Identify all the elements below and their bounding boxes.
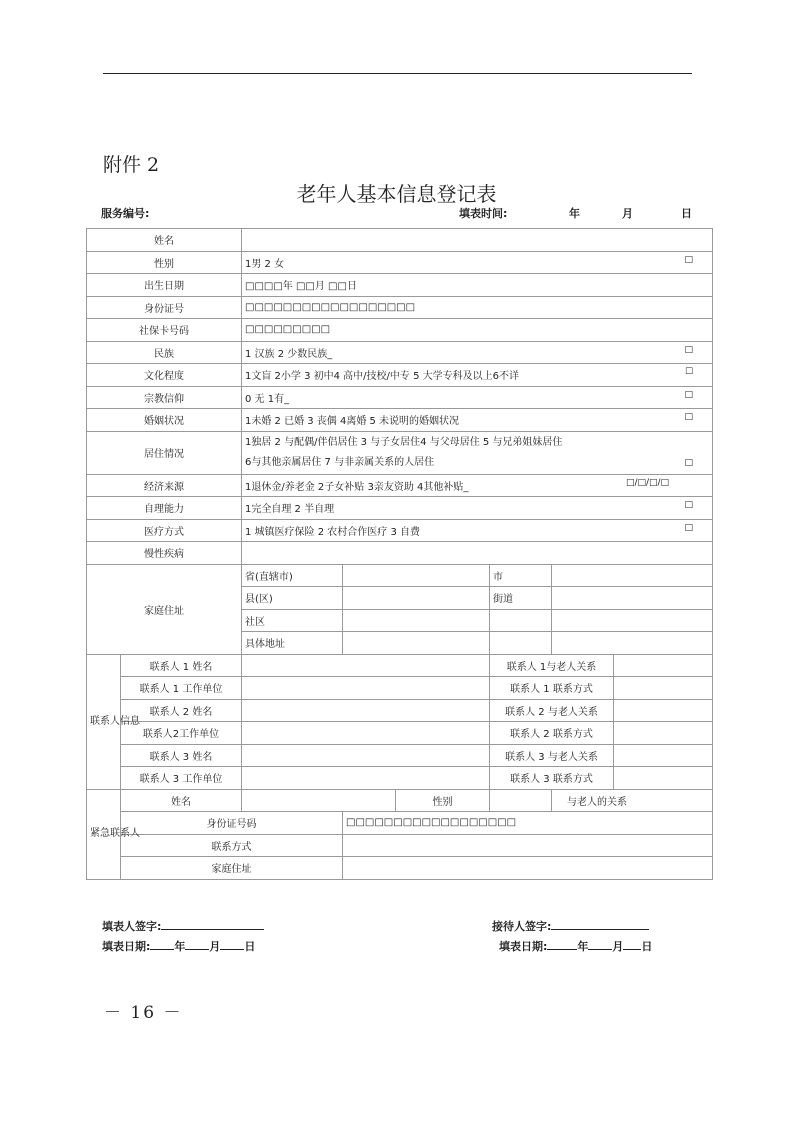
fill-date-right-month-line[interactable] (588, 938, 612, 950)
selfcare-options: 1完全自理 2 半自理 (245, 504, 335, 516)
contact-left-field[interactable] (242, 722, 490, 745)
street-field[interactable] (552, 587, 713, 610)
contact-right-field[interactable] (614, 767, 713, 790)
filler-signature-label: 填表人签字: (102, 920, 162, 933)
idcard-label: 身份证号 (87, 296, 242, 319)
row-education (87, 364, 713, 387)
emergency-name-field[interactable] (242, 789, 396, 812)
emergency-row-1 (87, 789, 713, 812)
address-label: 家庭住址 (87, 564, 242, 654)
education-options: 1文盲 2小学 3 初中4 高中/技校/中专 5 大学专科及以上6不详 (245, 371, 519, 383)
income-checkboxes[interactable]: □/□/□/□ (625, 477, 670, 488)
fill-date-left-day: 日 (244, 940, 256, 953)
fill-date-left (102, 938, 255, 954)
ethnic-field[interactable] (242, 341, 713, 364)
living-options-line1: 1独居 2 与配偶/伴侣居住 3 与子女居住4 与父母居住 5 与兄弟姐妹居住 (245, 436, 563, 448)
contact-right-label: 联系人 1与老人关系 (490, 654, 614, 677)
row-medical (87, 519, 713, 542)
fill-date-right-day: 日 (641, 940, 653, 953)
emergency-gender-label: 性别 (396, 789, 490, 812)
contact-row (87, 722, 713, 745)
emergency-side-label: 紧急联系人 (87, 789, 121, 879)
detail-address-label: 具体地址 (242, 632, 343, 655)
gender-field[interactable] (242, 251, 713, 274)
selfcare-field[interactable] (242, 497, 713, 520)
filler-signature-line[interactable] (161, 918, 264, 930)
birth-label: 出生日期 (87, 274, 242, 297)
contact-left-label: 联系人 1 工作单位 (121, 677, 242, 700)
street-label: 街道 (490, 587, 552, 610)
medical-options: 1 城镇医疗保险 2 农村合作医疗 3 自费 (245, 526, 420, 538)
fill-date-left-day-line[interactable] (220, 938, 244, 950)
education-checkbox[interactable]: ☐ (684, 367, 694, 378)
fill-date-left-month-line[interactable] (185, 938, 209, 950)
contacts-side-label: 联系人信息 (87, 654, 121, 789)
fill-time-month: 月 (622, 207, 633, 220)
medical-checkbox[interactable]: □ (684, 522, 694, 533)
fill-date-right-year-line[interactable] (547, 938, 577, 950)
registration-form-table (86, 228, 713, 880)
fill-date-right-label: 填表日期: (499, 940, 548, 953)
contact-row (87, 677, 713, 700)
emergency-name-label: 姓名 (121, 789, 242, 812)
contact-row (87, 654, 713, 677)
fill-date-right (499, 938, 652, 954)
county-field[interactable] (343, 587, 490, 610)
marriage-label: 婚姻状况 (87, 409, 242, 432)
contact-right-label: 联系人 3 与老人关系 (490, 744, 614, 767)
contact-left-field[interactable] (242, 677, 490, 700)
emergency-gender-field[interactable] (490, 789, 552, 812)
education-label: 文化程度 (87, 364, 242, 387)
community-extra (490, 609, 552, 632)
row-name (87, 229, 713, 252)
header-rule (103, 73, 692, 74)
row-idcard (87, 296, 713, 319)
contact-left-field[interactable] (242, 654, 490, 677)
living-field[interactable] (242, 431, 713, 474)
emergency-phone-label: 联系方式 (121, 834, 343, 857)
annex-label: 附件 2 (103, 154, 160, 176)
contact-left-label: 联系人 2 姓名 (121, 699, 242, 722)
marriage-field[interactable] (242, 409, 713, 432)
ethnic-options: 1 汉族 2 少数民族_ (245, 348, 333, 360)
gender-label: 性别 (87, 251, 242, 274)
contact-row (87, 699, 713, 722)
fill-time-day: 日 (681, 207, 692, 220)
emergency-address-label: 家庭住址 (121, 857, 343, 880)
emergency-relation-label: 与老人的关系 (552, 789, 713, 812)
living-options-line2: 6与其他亲属居住 7 与非亲属关系的人居住 (245, 456, 435, 468)
emergency-row-2 (87, 812, 713, 835)
idcard-field[interactable]: □□□□□□□□□□□□□□□□□□ (242, 296, 713, 319)
row-chronic (87, 542, 713, 565)
emergency-idcard-label: 身份证号码 (121, 812, 343, 835)
contact-left-field[interactable] (242, 699, 490, 722)
row-income (87, 474, 713, 497)
name-field[interactable] (242, 229, 713, 252)
detail-address-field[interactable] (343, 632, 490, 655)
birth-field[interactable]: □□□□年 □□月 □□日 (242, 274, 713, 297)
contact-left-field[interactable] (242, 767, 490, 790)
contact-right-field[interactable] (614, 677, 713, 700)
living-checkbox[interactable]: □ (684, 457, 694, 468)
contact-right-field[interactable] (614, 699, 713, 722)
row-living (87, 431, 713, 474)
province-field[interactable] (343, 564, 490, 587)
marriage-options: 1未婚 2 已婚 3 丧偶 4离婚 5 未说明的婚姻状况 (245, 416, 460, 428)
province-label: 省(直辖市) (242, 564, 343, 587)
receiver-signature-label: 接待人签字: (492, 920, 552, 933)
contact-row (87, 744, 713, 767)
living-label: 居住情况 (87, 431, 242, 474)
row-religion (87, 386, 713, 409)
contact-right-field[interactable] (614, 744, 713, 767)
contact-left-label: 联系人 1 姓名 (121, 654, 242, 677)
county-label: 县(区) (242, 587, 343, 610)
row-social (87, 319, 713, 342)
fill-date-left-year: 年 (174, 940, 186, 953)
fill-date-right-year: 年 (577, 940, 589, 953)
social-card-field[interactable]: □□□□□□□□□ (242, 319, 713, 342)
row-birth (87, 274, 713, 297)
marriage-checkbox[interactable]: □ (684, 412, 694, 423)
chronic-field[interactable] (242, 542, 713, 565)
row-selfcare (87, 497, 713, 520)
religion-field[interactable] (242, 386, 713, 409)
fill-date-left-month: 月 (209, 940, 221, 953)
address-row-1 (87, 564, 713, 587)
form-title: 老年人基本信息登记表 (296, 182, 497, 206)
income-label: 经济来源 (87, 474, 242, 497)
community-field[interactable] (343, 609, 490, 632)
community-label: 社区 (242, 609, 343, 632)
emergency-idcard-field[interactable]: □□□□□□□□□□□□□□□□□□ (343, 812, 713, 835)
contact-left-field[interactable] (242, 744, 490, 767)
gender-options: 1男 2 女 (245, 258, 285, 270)
contact-right-label: 联系人 1 联系方式 (490, 677, 614, 700)
selfcare-checkbox[interactable]: □ (684, 500, 694, 511)
contact-right-field[interactable] (614, 722, 713, 745)
emergency-row-4 (87, 857, 713, 880)
filler-signature (102, 918, 264, 934)
fill-date-left-year-line[interactable] (150, 938, 174, 950)
name-label: 姓名 (87, 229, 242, 252)
receiver-signature-line[interactable] (551, 918, 649, 930)
ethnic-checkbox[interactable]: □ (684, 344, 694, 355)
gender-checkbox[interactable]: □ (684, 254, 694, 265)
income-options: 1退休金/养老金 2子女补贴 3亲友资助 4其他补贴_ (245, 481, 469, 493)
contact-right-label: 联系人 2 联系方式 (490, 722, 614, 745)
social-card-label: 社保卡号码 (87, 319, 242, 342)
religion-checkbox[interactable]: □ (684, 389, 694, 400)
receiver-signature (492, 918, 649, 934)
chronic-label: 慢性疾病 (87, 542, 242, 565)
contact-right-label: 联系人 2 与老人关系 (490, 699, 614, 722)
row-ethnic (87, 341, 713, 364)
income-field[interactable] (242, 474, 713, 497)
fill-time-label: 填表时间: (459, 207, 508, 220)
emergency-row-3 (87, 834, 713, 857)
contact-right-field[interactable] (614, 654, 713, 677)
fill-time-year: 年 (569, 207, 580, 220)
medical-field[interactable] (242, 519, 713, 542)
page-number: － 16 － (104, 1003, 183, 1023)
fill-date-right-day-line[interactable] (623, 938, 641, 950)
contact-right-label: 联系人 3 联系方式 (490, 767, 614, 790)
detail-extra-field (552, 632, 713, 655)
community-extra-field (552, 609, 713, 632)
contact-left-label: 联系人 3 工作单位 (121, 767, 242, 790)
fill-date-right-month: 月 (612, 940, 624, 953)
education-field[interactable] (242, 364, 713, 387)
contact-left-label: 联系人2工作单位 (121, 722, 242, 745)
emergency-phone-field[interactable] (343, 834, 713, 857)
row-marriage (87, 409, 713, 432)
religion-options: 0 无 1有_ (245, 393, 290, 405)
fill-date-left-label: 填表日期: (102, 940, 151, 953)
selfcare-label: 自理能力 (87, 497, 242, 520)
city-field[interactable] (552, 564, 713, 587)
religion-label: 宗教信仰 (87, 386, 242, 409)
medical-label: 医疗方式 (87, 519, 242, 542)
emergency-address-field[interactable] (343, 857, 713, 880)
contact-left-label: 联系人 3 姓名 (121, 744, 242, 767)
service-number-label: 服务编号: (101, 207, 150, 220)
contact-row (87, 767, 713, 790)
ethnic-label: 民族 (87, 341, 242, 364)
detail-extra (490, 632, 552, 655)
row-gender (87, 251, 713, 274)
city-label: 市 (490, 564, 552, 587)
